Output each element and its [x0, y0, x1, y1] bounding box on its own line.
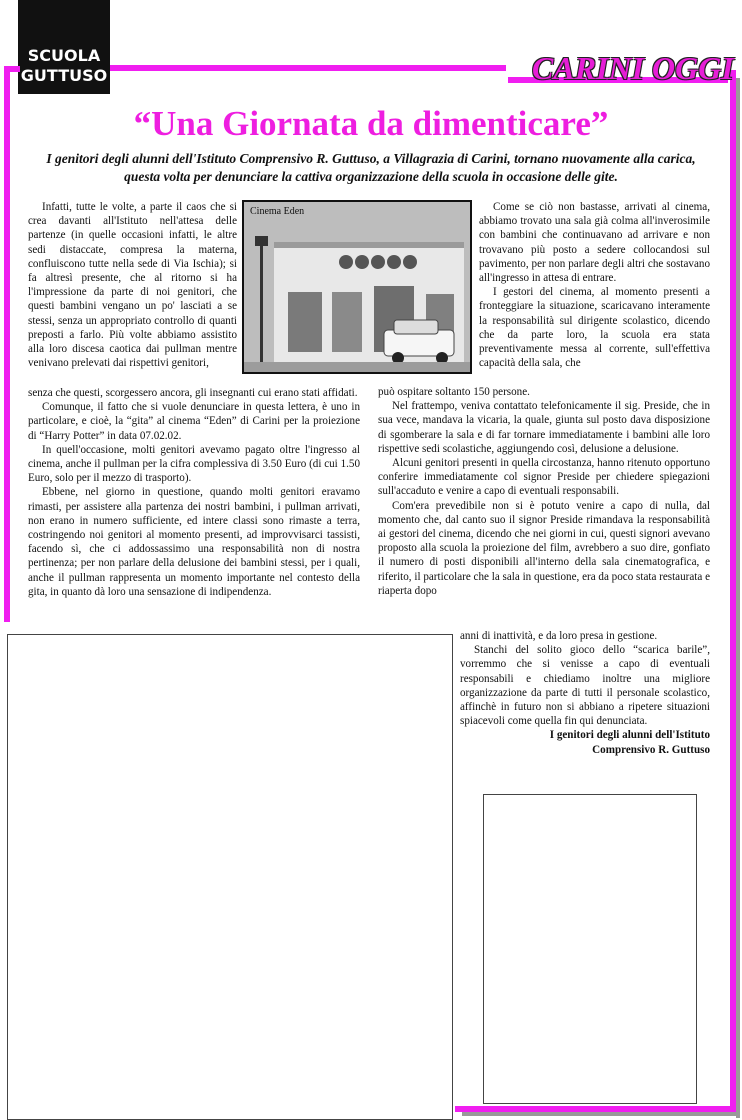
empty-ad-box-large — [7, 634, 453, 1120]
paragraph: In quell'occasione, molti genitori avevamo pagato oltre l'ingresso al cinema, anche il pullman per la cifra complessiva di 3.50 Euro (di cui 1.50 Euro, solo per il mezzo di trasporto). — [28, 443, 360, 485]
left-column-body — [28, 386, 360, 599]
paragraph: Come se ciò non bastasse, arrivati al cinema, abbiamo trovato una sala già colma all'inverosimile con bambini che continuavano ad arrivare e non trovavano più posto a sedere collocandosi sul pavimento, per non parlare degli altri che sostavano all'ingresso in attesa di entrare. — [479, 201, 710, 285]
signature-line2: Comprensivo R. Guttuso — [592, 743, 710, 756]
empty-ad-box-small — [483, 794, 697, 1104]
paragraph: Ebbene, nel giorno in questione, quando molti genitori eravamo rimasti, per assistere alla partenza dei nostri bambini, i pullman arrivati, non erano in numero sufficiente, ed intere classi sono rimaste a terra, costringendo noi genitori al momento presenti, ad improvvisarci tassisti, facendo sì, che ci addossassimo una responsabilità non di nostra pertinenza; per non parlare della delusione dei bambini stessi, per i quali, anche il pullman rappresenta un momento importante nel contesto della gita, in quanto dà loro una sensazione di indipendenza. — [28, 486, 360, 598]
page-rule-bottom-shadow — [462, 1112, 740, 1116]
photo-caption: Cinema Eden — [250, 206, 305, 217]
cinema-eden-photo — [242, 200, 472, 374]
right-column-tail — [460, 629, 710, 757]
header-rule-left — [4, 66, 10, 622]
signature-line1: I genitori degli alunni dell'Istituto — [549, 729, 710, 742]
left-column-wrapped — [28, 200, 237, 370]
paragraph: può ospitare soltanto 150 persone. — [378, 386, 530, 398]
paragraph: Infatti, tutte le volte, a parte il caos che si crea davanti all'Istituto nell'attesa delle partenze (in quelle occasioni infatti, le altre sedi distaccate, compresa la materna, confluiscono tutte nella sede di Via Ischia); si fa altresì presente, che al ritorno si ha l'impressione da parte di noi genitori, che questi bambini vengano un po' lasciati a se stessi, senza un appropriato controllo di quanti preposti a farlo. Più volte abbiamo assistito alla loro discesa caotica dai pullman mentre venivano prelevati dai rispettivi genitori, — [28, 201, 237, 370]
right-column-wrapped — [479, 200, 710, 370]
paragraph: Comunque, il fatto che si vuole denunciare in questa lettera, è uno in particolare, e cioè, la “gita” al cinema “Eden” di Carini per la proiezione di “Harry Potter” in data 07.02.02. — [28, 401, 360, 442]
right-column-body — [378, 385, 710, 598]
section-tab — [18, 0, 110, 94]
paragraph: anni di inattività, e da loro presa in gestione. — [460, 630, 658, 642]
paragraph: I gestori del cinema, al momento presenti a fronteggiare la situazione, scaricavano interamente la responsabilità sul dirigente scolastico, dicendo che da parte loro, la scuola era stata preventivamente messa al corrente, sull'effettiva capacità della sala, che — [479, 286, 710, 370]
cinema-building-photo-icon — [244, 202, 470, 372]
paragraph: Alcuni genitori presenti in quella circostanza, hanno ritenuto opportuno conferire immediatamente col signor Preside per chiedere spiegazioni sull'accaduto e venire a capo di eventuali responsabili. — [378, 457, 710, 498]
masthead-logo: CARINI OGGI — [532, 50, 734, 86]
article-subheadline: I genitori degli alunni dell'Istituto Comprensivo R. Guttuso, a Villagrazia di Carini, tornano nuovamente alla carica, questa volta per denunciare la cattiva organizzazione della scuola in occasione delle gite. — [46, 151, 696, 184]
page-rule-right-shadow — [736, 78, 740, 1118]
header-rule-top — [110, 65, 506, 71]
paragraph: Nel frattempo, veniva contattato telefonicamente il sig. Preside, che in sua vece, mandava la vicaria, la quale, giunta sul posto dava disposizione di sgomberare la sala e di far tornare immediatamente i bambini alle loro rispettive sedi scolastiche, aggiungendo così, delusione a delusione. — [378, 400, 710, 455]
section-label-line1: SCUOLA — [27, 46, 101, 65]
article-headline: “Una Giornata da dimenticare” — [133, 104, 609, 143]
header-rule-left-cap — [4, 66, 20, 72]
section-label-line2: GUTTUSO — [20, 66, 108, 85]
paragraph: Stanchi del solito gioco dello “scarica barile”, vorremmo che si venisse a capo di eventuali responsabili e chiediamo inoltre una migliore organizzazione da parte di tutti il personale scolastico, affinchè in futuro non si abbiano a ripetere situazioni spiacevoli come quella fin qui denunciata. — [460, 644, 710, 728]
paragraph: Com'era prevedibile non si è potuto venire a capo di nulla, dal momento che, dal canto suo il signor Preside rimandava la responsabilità ai gestori del cinema, dicendo che nei giorni in cui, questi signori avevano proposto alla scuola la proiezione del film, avrebbero a suo dire, gonfiato il numero di posti disponibili all'interno della sala cinematografica, e riferito, il particolare che la sala in questione, era da poco stata restaurata e riaperta dopo — [378, 499, 710, 597]
paragraph: senza che questi, scorgessero ancora, gli insegnanti cui erano stati affidati. — [28, 387, 358, 399]
